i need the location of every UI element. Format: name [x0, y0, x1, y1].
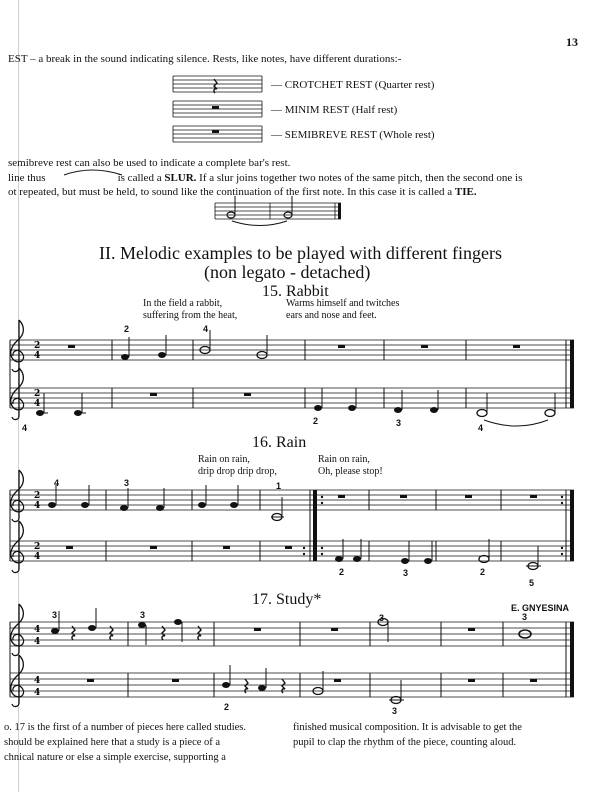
svg-text:4: 4	[34, 399, 41, 409]
staff-rabbit-upper	[10, 340, 574, 360]
fingering: 4	[22, 423, 28, 433]
staff-study-lower	[10, 673, 574, 697]
footnote-left-line: should be explained here that a study is a piece of a	[4, 737, 221, 748]
svg-text:4: 4	[34, 676, 41, 686]
fingering: 3	[124, 478, 130, 488]
staff-rain-upper	[10, 490, 574, 510]
fingering: 3	[396, 418, 402, 428]
footnote-right-line: finished musical composition. It is advisable to get the	[293, 722, 522, 733]
section-title: II. Melodic examples to be played with different fingers	[99, 243, 503, 263]
composer-name: E. GNYESINA	[511, 603, 570, 613]
rest-example-crotchet	[173, 76, 262, 93]
tie-example	[215, 196, 341, 226]
lyric-rabbit-right-2: ears and nose and feet.	[286, 310, 377, 321]
lyric-rabbit-right-1: Warms himself and twitches	[286, 298, 400, 309]
lyric-rain-right-2: Oh, please stop!	[318, 466, 383, 477]
slur-text-a: line thus	[8, 172, 46, 184]
fingering: 5	[529, 578, 535, 588]
rests-intro: EST – a break in the sound indicating silence. Rests, like notes, have different durations:-	[8, 53, 402, 65]
svg-text:4: 4	[34, 637, 41, 647]
semibreve-note: semibreve rest can also be used to indicate a complete bar's rest.	[8, 157, 291, 169]
rest-example-minim	[173, 101, 262, 117]
svg-text:2: 2	[34, 491, 41, 501]
fingering: 4	[54, 478, 60, 488]
page-number: 13	[566, 35, 578, 49]
tie-term: TIE.	[454, 186, 477, 198]
semibreve-rest-label: — SEMIBREVE REST (Whole rest)	[271, 129, 435, 141]
rest-example-semibreve	[173, 126, 262, 142]
lyric-rain-left-1: Rain on rain,	[198, 454, 250, 465]
fingering: 2	[124, 324, 130, 334]
fingering: 1	[276, 481, 282, 491]
fingering: 3	[403, 568, 409, 578]
footnote-right-line: pupil to clap the rhythm of the piece, counting aloud.	[293, 737, 517, 748]
fingering: 2	[339, 567, 345, 577]
lyric-rabbit-left-1: In the field a rabbit,	[143, 298, 223, 309]
footnote-left-line: chnical nature or else a simple exercise, supporting a	[4, 752, 226, 763]
fingering: 4	[478, 423, 484, 433]
fingering: 2	[313, 416, 319, 426]
fingering: 3	[379, 613, 385, 623]
tie-text: ot repeated, but must be held, to sound like the continuation of the first note. In this case it is called a	[8, 186, 453, 198]
lyric-rain-right-1: Rain on rain,	[318, 454, 370, 465]
lyric-rabbit-left-2: suffering from the heat,	[143, 310, 238, 321]
svg-text:2: 2	[34, 341, 41, 351]
slur-text-c: If a slur joins together two notes of the same pitch, then the second one is	[199, 172, 523, 184]
svg-text:4: 4	[34, 501, 41, 511]
svg-text:4: 4	[34, 351, 41, 361]
svg-text:4: 4	[34, 625, 41, 635]
svg-text:4: 4	[34, 552, 41, 562]
staff-study-upper	[10, 622, 574, 646]
slur-term: SLUR.	[164, 172, 197, 184]
staff-rabbit-lower	[10, 388, 574, 408]
piece-title-study: 17. Study*	[252, 591, 322, 608]
barlines-rain	[10, 490, 566, 561]
barlines-study	[10, 622, 566, 697]
fingering: 2	[480, 567, 486, 577]
piece-title-rain: 16. Rain	[252, 434, 307, 451]
svg-text:2: 2	[34, 389, 41, 399]
fingering: 3	[522, 612, 528, 622]
section-subtitle: (non legato - detached)	[204, 262, 371, 282]
piece-title-rabbit: 15. Rabbit	[262, 283, 329, 300]
fingering: 3	[140, 610, 146, 620]
svg-text:4: 4	[34, 688, 41, 698]
slur-example-icon	[64, 170, 122, 175]
lyric-rain-left-2: drip drop drip drop,	[198, 466, 277, 477]
slur-text-b: is called a	[117, 172, 162, 184]
fingering: 3	[52, 610, 58, 620]
fingering: 2	[224, 702, 230, 712]
crotchet-rest-label: — CROTCHET REST (Quarter rest)	[271, 79, 435, 91]
svg-text:2: 2	[34, 542, 41, 552]
footnote-left-line: o. 17 is the first of a number of pieces here called studies.	[4, 722, 247, 733]
fingering: 3	[392, 706, 398, 716]
minim-rest-label: — MINIM REST (Half rest)	[271, 104, 398, 116]
fingering: 4	[203, 324, 209, 334]
